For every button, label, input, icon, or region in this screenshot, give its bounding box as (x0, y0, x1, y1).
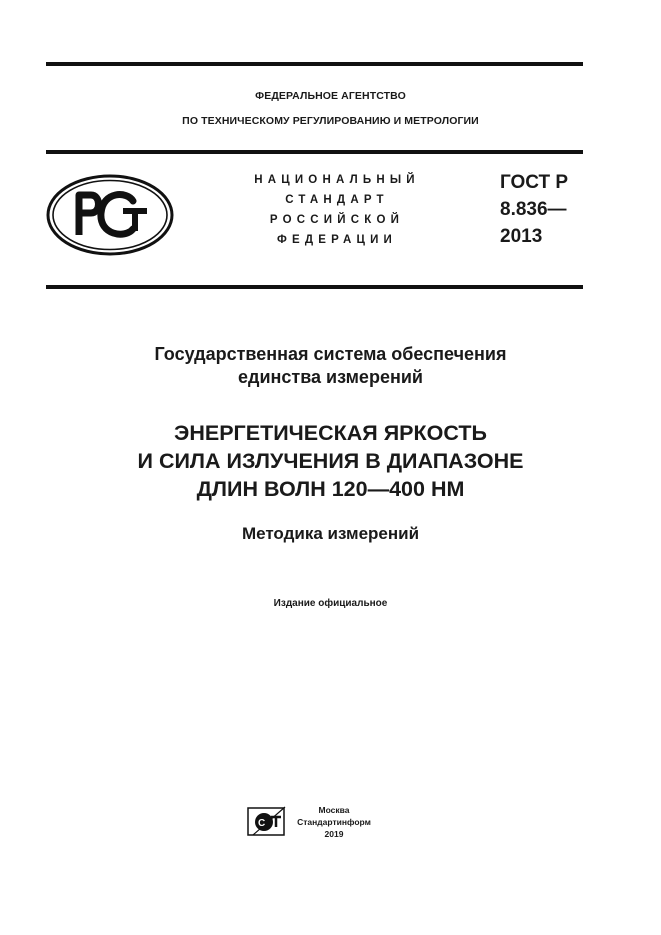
document-title-line: И СИЛА ИЗЛУЧЕНИЯ В ДИАПАЗОНЕ (137, 449, 524, 473)
document-title-line: ДЛИН ВОЛН 120—400 НМ (196, 477, 465, 501)
document-subtitle: Методика измерений (241, 524, 420, 543)
imprint-year: 2019 (324, 829, 344, 839)
header-rule (46, 150, 583, 154)
standard-number-line: ГОСТ Р (500, 172, 569, 193)
top-rule (46, 62, 583, 66)
agency-name-line-1: ФЕДЕРАЛЬНОЕ АГЕНТСТВО (255, 90, 406, 102)
edition-note: Издание официальное (273, 598, 388, 609)
standard-number (500, 169, 568, 250)
document-title (0, 419, 661, 503)
standard-number-line: 2013 (500, 226, 543, 247)
document-title-line: ЭНЕРГЕТИЧЕСКАЯ ЯРКОСТЬ (174, 421, 487, 445)
standard-number-line: 8.836— (500, 199, 567, 220)
standard-type-line: РОССИЙСКОЙ (269, 214, 405, 226)
title-block-rule (46, 285, 583, 289)
standard-type (232, 170, 442, 250)
system-title-line: единства измерений (238, 367, 423, 387)
imprint-city: Москва (318, 805, 350, 815)
system-title (0, 343, 661, 389)
system-title-line: Государственная система обеспечения (154, 344, 507, 364)
imprint (294, 804, 374, 840)
rst-certification-mark-icon (45, 173, 175, 257)
standartinform-logo-icon (247, 805, 287, 837)
standard-type-line: ФЕДЕРАЦИИ (276, 234, 398, 246)
standard-type-line: СТАНДАРТ (285, 194, 389, 206)
svg-text:С: С (258, 818, 266, 829)
agency-name-line-2: ПО ТЕХНИЧЕСКОМУ РЕГУЛИРОВАНИЮ И МЕТРОЛОГИИ (182, 115, 479, 127)
imprint-publisher: Стандартинформ (297, 817, 371, 827)
standard-type-line: НАЦИОНАЛЬНЫЙ (254, 174, 420, 186)
